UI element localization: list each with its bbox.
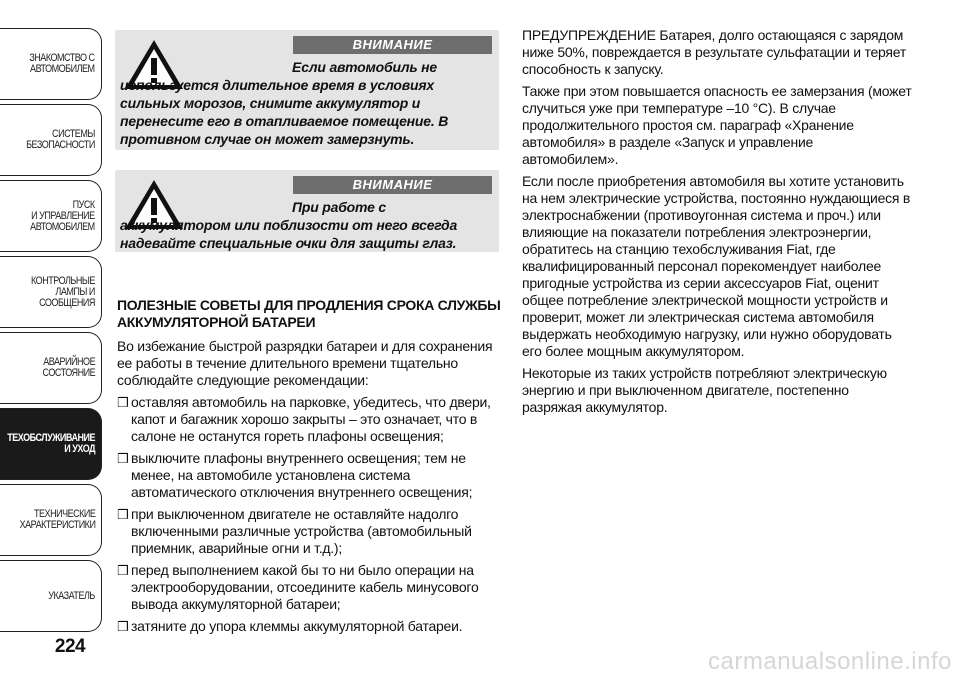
tab-safety-systems[interactable]: СИСТЕМЫ БЕЗОПАСНОСТИ	[0, 104, 102, 176]
list-item: ❒ затяните до упора клеммы аккумуляторной батареи.	[117, 618, 463, 634]
right-column	[522, 27, 912, 421]
left-column	[117, 338, 502, 640]
paragraph: Если после приобретения автомобиля вы хотите установить на нем электрические устройства, постоянно нуждающиеся в электроснабжении (противоугонная система и проч.) или влияющие на показатели потребления электроэнергии, обратитесь на станцию техобслуживания Fiat, где квалифицированный персонал порекомендует наиболее пригодные устройства из серии аксессуаров Fiat, оценит общее потребление электрической мощности устройств и проверит, может ли электрическая система автомобиля выдержать необходимую нагрузку, или нужно оборудовать его более мощным аккумулятором.	[522, 173, 911, 359]
paragraph: Некоторые из таких устройств потребляют электрическую энергию и при выключенном двигателе, постепенно разряжая аккумулятор.	[522, 365, 887, 415]
warning-box	[115, 170, 499, 252]
checkbox-icon: ❒	[117, 507, 129, 522]
tab-maintenance[interactable]: ТЕХОБСЛУЖИВАНИЕ И УХОД	[0, 408, 102, 480]
warning-text: При работе с аккумулятором или поблизости от него всегда надевайте специальные очки для защиты глаз.	[120, 199, 458, 251]
checkbox-icon: ❒	[117, 563, 129, 578]
tab-warning-lights[interactable]: КОНТРОЛЬНЫЕ ЛАМПЫ И СООБЩЕНИЯ	[0, 256, 102, 328]
warning-header: ВНИМАНИЕ	[293, 176, 492, 194]
page-number: 224	[54, 636, 86, 657]
warning-header: ВНИМАНИЕ	[293, 36, 492, 54]
warning-box	[115, 30, 499, 150]
tab-technical-specs[interactable]: ТЕХНИЧЕСКИЕ ХАРАКТЕРИСТИКИ	[0, 484, 102, 556]
paragraph: ПРЕДУПРЕЖДЕНИЕ Батарея, долго остающаяся с зарядом ниже 50%, повреждается в результате сульфатации и теряет способность к запуску.	[522, 27, 906, 77]
list-item: ❒ выключите плафоны внутреннего освещения; тем не менее, на автомобиле установлена система автоматического отключения внутреннего освещения;	[117, 450, 473, 500]
tab-index[interactable]: УКАЗАТЕЛЬ	[0, 560, 102, 632]
tab-starting-driving[interactable]: ПУСК И УПРАВЛЕНИЕ АВТОМОБИЛЕМ	[0, 180, 102, 252]
paragraph: Также при этом повышается опасность ее замерзания (может случиться уже при температуре –10 °C). В случае продолжительного простоя см. параграф «Хранение автомобиля» в разделе «Запуск и управление автомобилем».	[522, 83, 912, 167]
tab-getting-to-know[interactable]: ЗНАКОМСТВО С АВТОМОБИЛЕМ	[0, 28, 102, 100]
checkbox-icon: ❒	[117, 451, 129, 466]
list-item: ❒ оставляя автомобиль на парковке, убедитесь, что двери, капот и багажник хорошо закрыты – это означает, что в салоне не останутся гореть плафоны освещения;	[117, 394, 491, 444]
warning-text: Если автомобиль не используется длительное время в условиях сильных морозов, снимите аккумулятор и перенесите его в отапливаемое помещение. В противном случае он может замерзнуть.	[120, 59, 449, 147]
section-intro: Во избежание быстрой разрядки батареи и для сохранения ее работы в течение длительного времени тщательно соблюдайте следующие рекомендации:	[117, 338, 493, 388]
list-item: ❒ при выключенном двигателе не оставляйте надолго включенными различные устройства (автомобильный приемник, аварийные огни и т.д.);	[117, 506, 472, 556]
checkbox-icon: ❒	[117, 395, 129, 410]
watermark: carmanualsonline.info	[708, 648, 952, 675]
list-item: ❒ перед выполнением какой бы то ни было операции на электрооборудовании, отсоедините кабель минусового вывода аккумуляторной батареи;	[117, 562, 479, 612]
tab-emergency[interactable]: АВАРИЙНОЕ СОСТОЯНИЕ	[0, 332, 102, 404]
checkbox-icon: ❒	[117, 619, 129, 634]
section-title: ПОЛЕЗНЫЕ СОВЕТЫ ДЛЯ ПРОДЛЕНИЯ СРОКА СЛУЖБЫ АККУМУЛЯТОРНОЙ БАТАРЕИ	[117, 297, 501, 330]
